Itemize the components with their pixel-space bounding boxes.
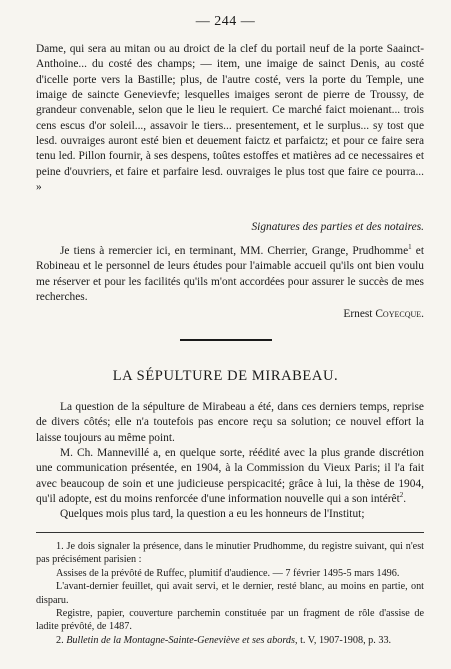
quote-paragraph: Dame, qui sera au mitan ou au droict de la clef du portail neuf de la porte Saainct-Anthoine... du costé des champs; — item, une imaige de sainct Denis, au costé d'icelle porte vers la Bastille; plus, de l'autre costé, vers la porte du Temple, une imaige de saincte Genevievfe; lesquelles imaiges seront de pierre de Troussy, de grandeur convenable, selon que le lieu le requiert. Ce marché faict moienant... trois cens escus d'or soleil..., assavoir le tiers... presentement, et le surplus... sy tost que lesd. ouvraiges auront esté bien et deuement faictz et parfaictz; et pour ce faire sera tenu led. Pillon fournir, à ses despens, toûtes estoffes et matières ad ce necessaires et peine d'ouvriers, et faire et parfaire lesd. ouvraiges le plus tost que faire ce pourra... » xyxy=(36,43,424,194)
author-first-name: Ernest xyxy=(343,308,376,320)
acknowledgements-text xyxy=(36,244,424,305)
quoted-contract-text xyxy=(36,42,424,195)
article-body xyxy=(36,400,424,523)
article-title: LA SÉPULTURE DE MIRABEAU. xyxy=(112,368,339,384)
acknowledgements-text-end: et Robineau et le personnel de leurs études pour l'aimable accueil qu'ils ont bien voulu me réserver et pour les facilités qu'ils m'ont accordées pour assurer le succès de mes recherches. xyxy=(36,245,424,304)
footnote-1-note: L'avant-dernier feuillet, qui avait servi, et le dernier, resté blanc, au moins en partie, ont disparu. xyxy=(36,581,424,606)
signatures-note: Signatures des parties et des notaires. xyxy=(251,221,424,233)
footnote-divider xyxy=(36,532,424,533)
footnote-1: 1. Je dois signaler la présence, dans le minutier Prudhomme, du registre suivant, qui n'est pas précisément parisien : xyxy=(36,541,424,566)
article-paragraph-1: La question de la sépulture de Mirabeau a été, dans ces derniers temps, reprise de divers côtés; elle n'a toutefois pas encore reçu sa solution; ce nouvel effort la laisse toujours au même point. xyxy=(36,401,424,444)
footnote-2 xyxy=(36,634,424,647)
page-number: — 244 — xyxy=(195,14,256,29)
footnote-1-description: Registre, papier, couverture parchemin constituée par un fragment de rôle d'assise de ladite prévôté, de 1487. xyxy=(36,608,424,633)
author-signature xyxy=(36,307,424,322)
article-paragraph-3: Quelques mois plus tard, la question a eu les honneurs de l'Institut; xyxy=(60,508,365,521)
footnote-2-number: 2. xyxy=(56,634,67,646)
footnote-ref-2: 2 xyxy=(399,491,404,500)
author-last-name: Coyecque. xyxy=(375,308,424,320)
article-paragraph-2-end: . xyxy=(403,493,407,506)
article-paragraph-2-text: M. Ch. Mannevillé a, en quelque sorte, réédité avec la plus grande discrétion une communication présentée, en 1904, à la Commission du Vieux Paris; il l'a fait avec beaucoup de soin et une judicieuse perspicacité; grâce à lui, la thèse de 1904, qu'il adopte, est du moins renforcée d'une information nouvelle qui a son intérêt xyxy=(36,447,424,506)
footnotes xyxy=(36,540,424,669)
acknowledgements-paragraph xyxy=(36,244,424,305)
footnote-ref-1: 1 xyxy=(408,243,412,252)
article-paragraph-2 xyxy=(36,446,424,507)
acknowledgements-text-start: Je tiens à remercier ici, en terminant, MM. Cherrier, Grange, Prudhomme xyxy=(60,245,409,257)
footnote-1-register: Assises de la prévôté de Ruffec, plumitif d'audience. — 7 février 1495-5 mars 1496. xyxy=(56,567,400,579)
footnote-2-title: Bulletin de la Montagne-Sainte-Geneviève et ses abords xyxy=(66,634,295,646)
footnote-2-citation: , t. V, 1907-1908, p. 33. xyxy=(294,634,392,646)
section-divider xyxy=(180,339,272,341)
